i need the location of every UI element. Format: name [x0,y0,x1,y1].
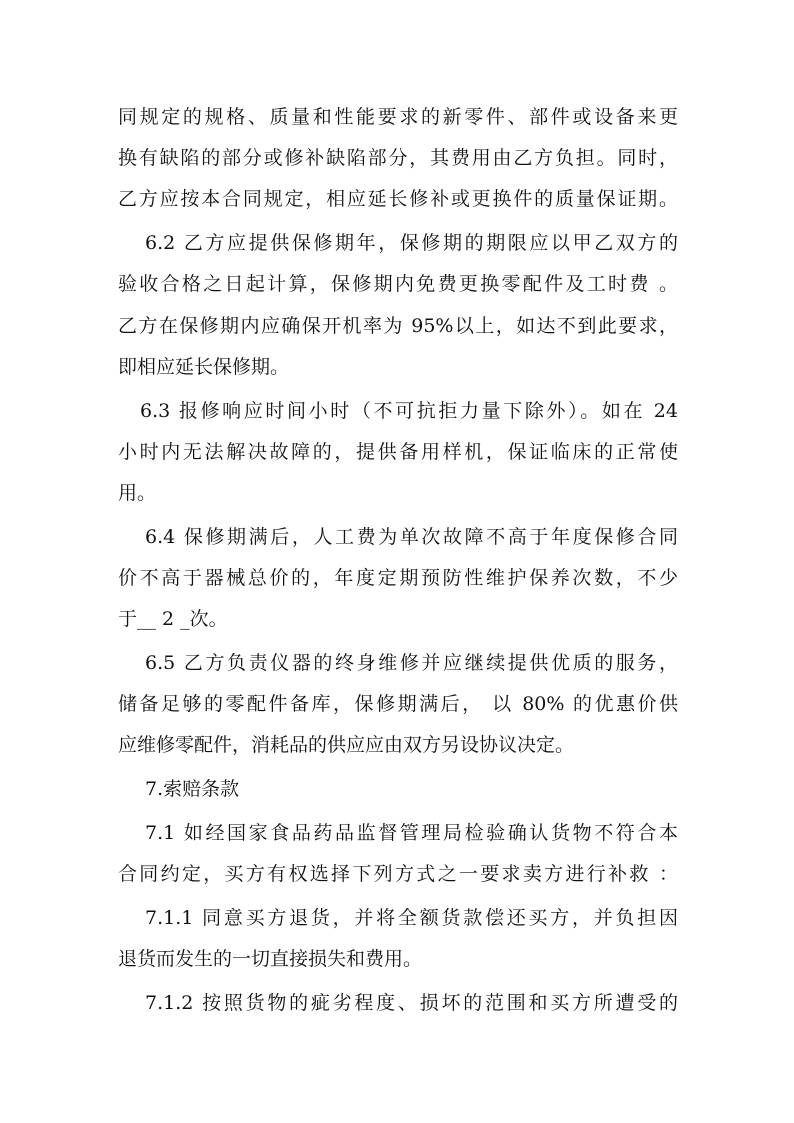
paragraph-line: 同规定的规格、质量和性能要求的新零件、部件或设备来更 [118,106,678,128]
paragraph-line: 乙方应按本合同规定，相应延长修补或更换件的质量保证期。 [118,188,678,210]
paragraph-line: 小时内无法解决故障的，提供备用样机，保证临床的正常使 [118,441,678,463]
paragraph-line: 即相应延长保修期。 [118,356,290,378]
paragraph-line: 乙方在保修期内应确保开机率为 95%以上，如达不到此要求， [118,315,678,337]
paragraph-line: 验收合格之日起计算，保修期内免费更换零配件及工时费 。 [118,273,678,295]
section-heading-claims: 7.索赔条款 [145,778,240,800]
clause-7-1-1-first-line: 7.1.1 同意买方退货，并将全额货款偿还买方，并负担因 [145,907,678,929]
paragraph-line: 换有缺陷的部分或修补缺陷部分，其费用由乙方负担。同时， [118,147,678,169]
paragraph-line: 价不高于器械总价的，年度定期预防性维护保养次数，不少 [118,567,678,589]
clause-6-2-first-line: 6.2 乙方应提供保修期年，保修期的期限应以甲乙双方的 [145,232,678,254]
clause-6-3-first-line: 6.3 报修响应时间小时（不可抗拒力量下除外）。如在 24 [140,400,678,422]
paragraph-line: 应维修零配件，消耗品的供应应由双方另设协议决定。 [118,734,575,756]
clause-7-1-2-first-line: 7.1.2 按照货物的疵劣程度、损坏的范围和买方所遭受的 [145,992,678,1014]
paragraph-line: 于__ 2 _次。 [118,608,228,630]
clause-7-1-first-line: 7.1 如经国家食品药品监督管理局检验确认货物不符合本 [145,822,678,844]
clause-6-4-first-line: 6.4 保修期满后，人工费为单次故障不高于年度保修合同 [145,526,678,548]
paragraph-line: 用。 [118,482,157,504]
clause-6-5-first-line: 6.5 乙方负责仪器的终身维修并应继续提供优质的服务， [145,652,678,674]
paragraph-line: 合同约定，买方有权选择下列方式之一要求卖方进行补救 ： [118,863,678,885]
paragraph-line: 储备足够的零配件备库，保修期满后， 以 80% 的优惠价供 [118,693,678,715]
paragraph-line: 退货而发生的一切直接损失和费用。 [118,948,423,970]
